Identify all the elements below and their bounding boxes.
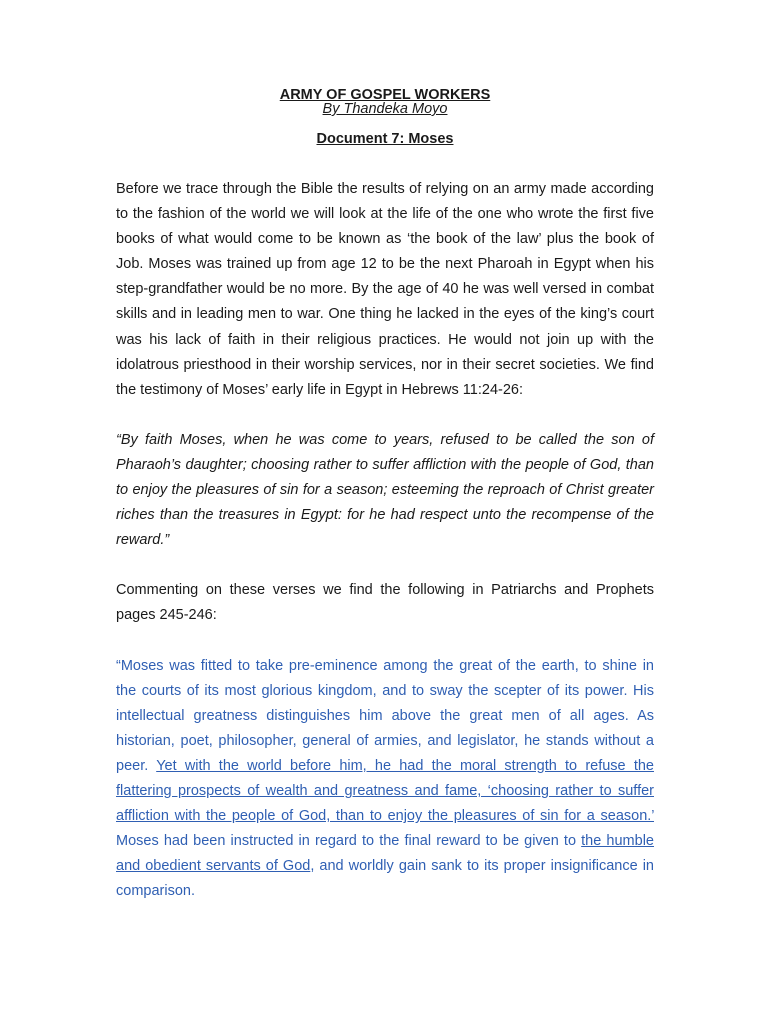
patriarchs-quote — [116, 654, 654, 905]
intro-paragraph: Before we trace through the Bible the results of relying on an army made according to the fashion of the world we will look at the life of the one who wrote the first five books of what would come to be known as ‘the book of the law’ plus the book of Job. Moses was trained up from age 12 to be the next Pharoah in Egypt when his step-grandfather would be no more. By the age of 40 he was well versed in combat skills and in leading men to war. One thing he lacked in the eyes of the king’s court was his lack of faith in their religious practices. He would not join up with the idolatrous priesthood in their worship services, nor in their secret societies. We find the testimony of Moses’ early life in Egypt in Hebrews 11:24-26: — [116, 181, 654, 398]
document-subtitle: Document 7: Moses — [316, 131, 454, 147]
quote-underlined-2: the humble and obedient servants of God — [116, 833, 654, 875]
document-page — [116, 86, 654, 904]
commentary-intro: Commenting on these verses we find the following in Patriarchs and Prophets pages 245-246: — [116, 582, 654, 624]
quote-text-part1: “Moses was fitted to take pre-eminence among the great of the earth, to shine in the courts of its most glorious kingdom, and to sway the scepter of its power. His intellectual greatness distinguishes him above the great men of all ages. As historian, poet, philosopher, general of armies, and legislator, he stands without a peer. — [116, 657, 654, 774]
author-byline: By Thandeka Moyo — [322, 101, 448, 117]
quote-text-part2: Moses had been instructed in regard to the final reward to be given to — [116, 833, 582, 850]
document-title: ARMY OF GOSPEL WORKERS — [279, 87, 491, 103]
quote-text-part3: , and worldly gain sank to its proper insignificance in comparison. — [116, 858, 654, 900]
scripture-quote: “By faith Moses, when he was come to years, refused to be called the son of Pharaoh’s daughter; choosing rather to suffer affliction with the people of God, than to enjoy the pleasures of sin for a season; esteeming the reproach of Christ greater riches than the treasures in Egypt: for he had respect unto the recompense of the reward.” — [116, 431, 654, 549]
quote-underlined-1: Yet with the world before him, he had the moral strength to refuse the flattering prospects of wealth and greatness and fame, ‘choosing rather to suffer affliction with the people of God, than to enjoy the pleasures of sin for a season.’ — [116, 757, 654, 825]
